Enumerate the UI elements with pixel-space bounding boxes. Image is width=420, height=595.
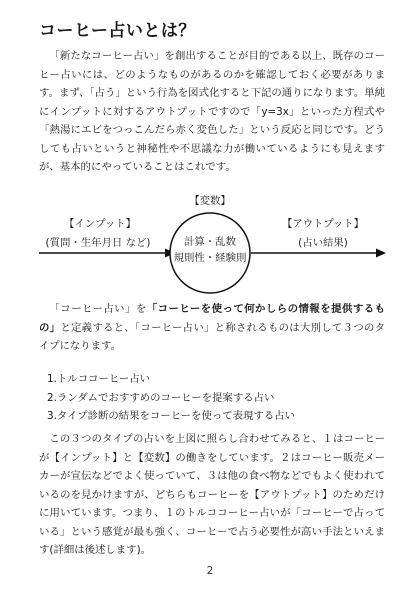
circle-line-2: 規則性・経験則 xyxy=(173,252,247,264)
intro-paragraph: 「新たなコーヒー占い」を創出することが目的である以上、既存のコーヒー占いには、どのようなものがあるのかを確認しておく必要があります。まず、「占う」という行為を図式化すると下記の通りになります。単純にインプットに対するアウトプットですので「y=3x」といった方程式や「熱湯にエビをつっこんだら赤く変色した」という反応と同じです。どうしても占いというと神秘性や不思議な力が働いているようにも見えますが、基本的にやっていることはこれです。 xyxy=(39,50,385,173)
fortune-types-list xyxy=(47,370,295,426)
output-detail: (占い結果) xyxy=(298,237,348,249)
variable-heading: 【変数】 xyxy=(189,195,231,207)
definition-paragraph xyxy=(39,300,385,356)
definition-suffix: と定義すると、「コーヒー占い」と称されるものは大別して３つのタイプになります。 xyxy=(39,321,385,352)
list-item: 3.タイプ診断の結果をコーヒーを使って表現する占い xyxy=(47,410,295,422)
input-detail: (質問・生年月日 など) xyxy=(45,237,151,249)
page-number: 2 xyxy=(206,565,214,577)
definition-bold: 「コーヒーを使って何かしらの情報を提供するもの」 xyxy=(39,303,385,334)
page-title: コーヒー占いとは？ xyxy=(39,21,196,41)
input-heading: 【インプット】 xyxy=(63,218,136,230)
circle-line-1: 計算・乱数 xyxy=(184,236,236,248)
output-heading: 【アウトプット】 xyxy=(281,218,365,230)
list-item: 2.ランダムでおすすめのコーヒーを提案する占い xyxy=(47,391,275,404)
list-item: 1.トルココーヒー占い xyxy=(47,373,151,385)
analysis-paragraph: この３つのタイプの占いを上図に照らし合わせてみると、１はコーヒーが【インプット】と【変数】の働きをしています。２はコーヒー販売メーカーが宣伝などでよく使っていて、３は他の食べ物などでもよく使われているのを見かけますが、どちらもコーヒーを【アウトプット】のためだけに用いています。つまり、１のトルココーヒー占いが「コーヒーで占っている」という感覚が最も強く、コーヒーで占う必要性が高い手法といえます(詳細は後述します)。 xyxy=(39,433,385,556)
definition-prefix: 「コーヒー占い」を xyxy=(49,303,147,315)
fortune-diagram xyxy=(0,190,420,302)
